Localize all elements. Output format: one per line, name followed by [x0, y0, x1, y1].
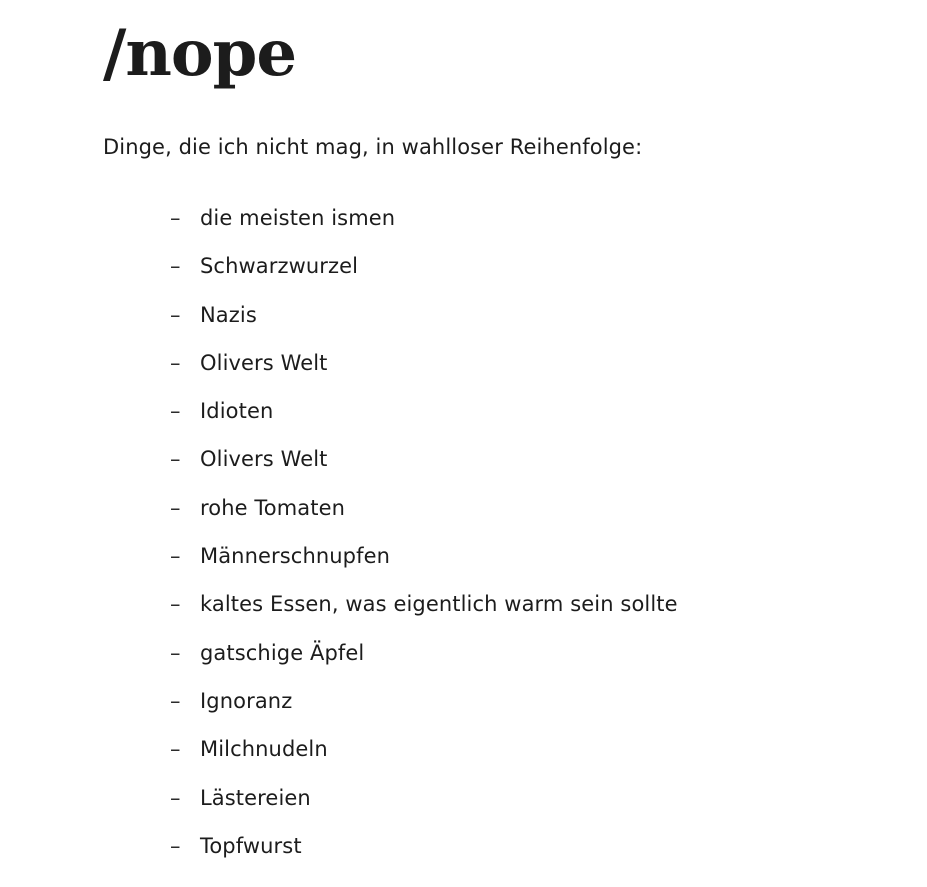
dash-bullet: – [170, 447, 181, 472]
list-item-text: rohe Tomaten [200, 495, 346, 520]
dash-bullet: – [170, 640, 181, 665]
list-item-text: Lästereien [200, 785, 311, 810]
dash-bullet: – [170, 592, 181, 617]
dash-bullet: – [170, 399, 181, 424]
list-item [170, 493, 678, 541]
list-item [170, 541, 678, 589]
dash-bullet: – [170, 302, 181, 327]
dash-bullet: – [170, 785, 181, 810]
dash-bullet: – [170, 495, 181, 520]
list-item [170, 589, 678, 637]
list-item-text: Idioten [200, 399, 274, 424]
dash-bullet: – [170, 254, 181, 279]
list-item-text: Topfwurst [200, 833, 302, 858]
dash-bullet: – [170, 350, 181, 375]
dash-bullet: – [170, 206, 181, 230]
dash-bullet: – [170, 833, 181, 858]
list-item-text: die meisten ismen [200, 206, 396, 230]
list-item-text: Ignoranz [200, 688, 293, 713]
list-item [170, 686, 678, 734]
list-item [170, 444, 678, 492]
list-item-text: Milchnudeln [200, 737, 328, 762]
list-item [170, 300, 678, 348]
list-item [170, 251, 678, 299]
dislike-list [170, 203, 678, 879]
list-item-text: Männerschnupfen [200, 544, 391, 569]
list-item [170, 396, 678, 444]
list-item [170, 203, 678, 251]
list-item [170, 348, 678, 396]
list-item-text: Olivers Welt [200, 447, 328, 472]
dash-bullet: – [170, 688, 181, 713]
list-item [170, 734, 678, 782]
list-item [170, 831, 678, 879]
list-item [170, 638, 678, 686]
list-item-text: Olivers Welt [200, 350, 328, 375]
list-item [170, 783, 678, 831]
list-item-text: Schwarzwurzel [200, 254, 359, 279]
dash-bullet: – [170, 544, 181, 569]
page-title: /nope [103, 16, 297, 91]
list-item-text: Nazis [200, 302, 257, 327]
list-item-text: gatschige Äpfel [200, 640, 365, 665]
list-item-text: kaltes Essen, was eigentlich warm sein sollte [200, 592, 678, 617]
dash-bullet: – [170, 737, 181, 762]
intro-text: Dinge, die ich nicht mag, in wahlloser Reihenfolge: [103, 135, 643, 159]
